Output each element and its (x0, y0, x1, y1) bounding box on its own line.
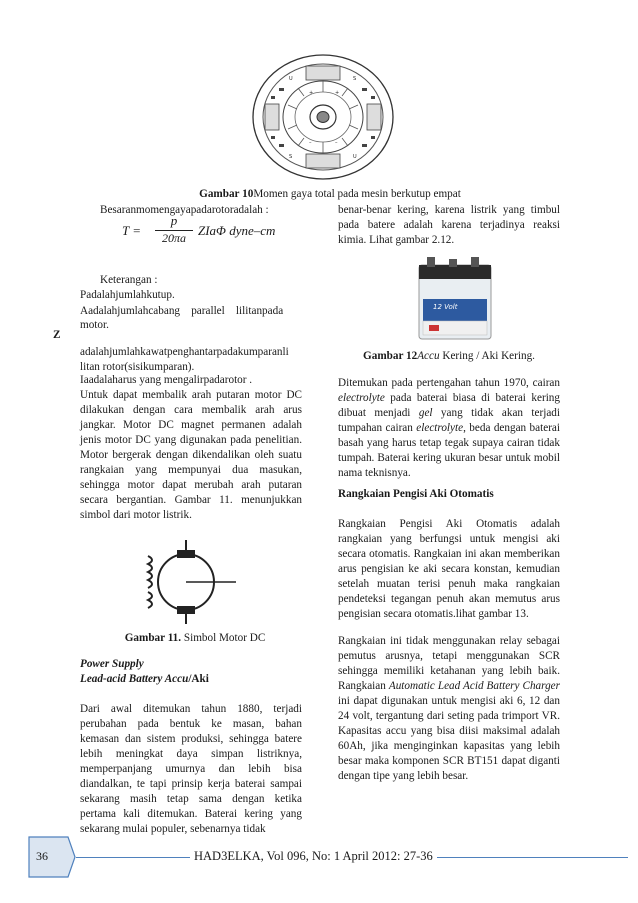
para4-part-a: Rangkaian ini tidak menggunakan relay sebagai pemutus arusnya, tetapi menggunakan SCR sehingga memiliki ketahanan yang lebih baik. Rangkaian (338, 635, 560, 692)
para4-italic: Automatic Lead Acid Battery Charger (388, 680, 560, 692)
figure-12-label: Gambar 12 (363, 350, 418, 362)
heading-lead-acid-italic: Lead-acid Battery Accu (80, 673, 189, 685)
footer-journal: HAD3ELKA, Vol 096, No: 1 April 2012: 27-36 (190, 849, 437, 864)
para2-part-b: pada baterai biasa di baterai kering dibuat menjadi (338, 392, 560, 419)
figure-11-label: Gambar 11. (124, 632, 182, 644)
para2-electrolyte-2: electrolyte (416, 422, 464, 434)
heading-rangkaian-pengisi: Rangkaian Pengisi Aki Otomatis (338, 488, 494, 500)
figure-12-battery-image (413, 255, 497, 343)
footer-page-number: 36 (36, 849, 48, 863)
a-definition-line-2: motor. (80, 319, 109, 331)
formula-intro: Besaranmomengayapadarotoradalah : (100, 204, 269, 216)
figure-10-motor-diagram (249, 52, 397, 182)
para2-part-a: Ditemukan pada pertengahan tahun 1970, cairan (338, 377, 560, 389)
svg-text:S: S (289, 154, 293, 160)
torque-formula (122, 215, 322, 247)
heading-power-supply: Power Supply (80, 658, 144, 670)
svg-text:–: – (335, 140, 338, 146)
svg-text:–: – (309, 140, 312, 146)
figure-10-label: Gambar 10 (199, 188, 254, 200)
figure-11-motor-symbol (140, 540, 240, 624)
z-symbol: Z (53, 329, 61, 341)
figure-12-caption-text: Kering / Aki Kering. (439, 350, 535, 362)
left-paragraph-motor-dc: Untuk dapat membalik arah putaran motor DC dilakukan dengan cara membalik arah arus jangkar. Motor DC magnet permanen adalah jenis motor DC yang digunakan pada penelitian. Motor bergerak dengan dikendalikan oleh suatu rangkaian yang mempunyai dua masukan, sehingga motor dapat merubah arah putaran secara bergantian. Gambar 11. menunjukkan simbol dari motor listrik. (80, 389, 302, 521)
svg-text:S: S (353, 76, 357, 82)
formula-denominator: 20πa (161, 231, 186, 245)
para2-electrolyte: electrolyte (338, 392, 385, 404)
para2-part-c: yang tidak akan terjadi tumpahan cairan (338, 407, 560, 434)
right-paragraph-gel-battery (338, 376, 560, 481)
figure-10-caption (150, 188, 510, 200)
a-definition-line-1: Aadalahjumlahcabang parallel lilitanpada (80, 305, 284, 317)
battery-label: 12 Volt (433, 303, 458, 311)
para2-part-d: , beda dengan baterai basah yang harus tetap tegak supaya cairan tidak tumpah. Baterai kering ukuran besar untuk mobil nama teknisnya. (338, 422, 560, 479)
p-definition: Padalahjumlahkutup. (80, 289, 175, 301)
svg-text:U: U (289, 76, 293, 82)
left-paragraph-battery-history: Dari awal ditemukan tahun 1880, terjadi perubahan pada bentuk ke masan, bahan kemasan dan sistem produksi, sehingga batere lebih meningkat daya simpan listriknya, memperpanjang umurnya dan lebih bisa diandalkan, te tapi prinsip kerja baterai sampai sekarang masih tetap sama dengan ketika pertama kali ditemukan. Baterai kering yang sekarang mulai populer, sebenarnya tidak (80, 703, 302, 835)
z-definition-line-1: adalahjumlahkawatpenghantarpadakumparanli (80, 346, 289, 358)
right-paragraph-scr (338, 634, 560, 784)
para2-gel: gel (418, 407, 433, 419)
right-paragraph-charger-circuit: Rangkaian Pengisi Aki Otomatis adalah rangkaian yang berfungsi untuk mengisi aki secara otomatis. Rangkaian ini akan memberikan arus pengisian ke aki secara konstan, kemudian setelah muatan terisi penuh maka rangkaian pendeteksi tegangan penuh akan memutus arus pengisian secara otomatis.lihat gambar 13. (338, 518, 560, 620)
formula-rhs: ZIaΦ dyne–cm (198, 223, 276, 238)
right-paragraph-dry-battery: benar-benar kering, karena listrik yang timbul pada batere adalah karena terjadinya reaksi kimia. Lihat gambar 2.12. (338, 204, 560, 246)
svg-text:+: + (335, 90, 340, 96)
heading-lead-acid-suffix: /Aki (188, 673, 209, 685)
para4-part-b: ini dapat digunakan untuk mengisi aki 6, 12 dan 24 volt, tergantung dari seting pada trimport VR. Kapasitas accu yang bisa diisi maksimal adalah 60Ah, jika menginginkan kapasitas yang lebih besar maka komponen SCR BT151 dapat diganti dengan tipe yang lebih besar. (338, 695, 560, 782)
figure-12-accu: Accu (417, 350, 440, 362)
svg-text:U: U (353, 154, 357, 160)
keterangan-label: Keterangan : (100, 274, 158, 286)
figure-11-caption (90, 632, 300, 644)
figure-11-caption-text: Simbol Motor DC (181, 632, 266, 644)
svg-text:+: + (309, 90, 314, 96)
heading-lead-acid (80, 672, 209, 687)
figure-12-caption (338, 350, 560, 362)
figure-10-caption-text: Momen gaya total pada mesin berkutup empat (253, 188, 461, 200)
formula-numerator: p (170, 213, 178, 228)
z-definition-line-2: litan rotor(sisikumparan). (80, 361, 195, 373)
ia-definition: Iaadalaharus yang mengalirpadarotor . (80, 374, 253, 386)
formula-lhs: T = (122, 223, 142, 238)
